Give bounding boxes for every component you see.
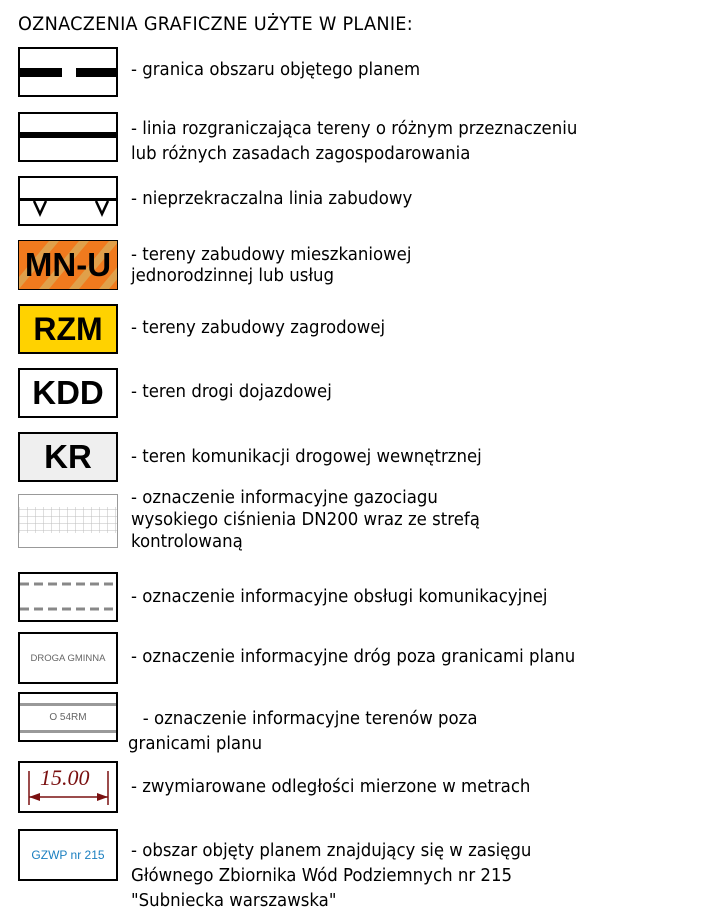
legend-desc-3: - nieprzekraczalna linia zabudowy	[131, 188, 413, 209]
legend-desc-2: - linia rozgraniczająca tereny o różnym przeznaczeniu lub różnych zasadach zagospodarowania	[131, 118, 578, 164]
legend-desc-7: - teren komunikacji drogowej wewnętrznej	[131, 446, 482, 467]
legend-desc-12: - zwymiarowane odległości mierzone w metrach	[131, 776, 531, 797]
kdd-code: KDD	[32, 374, 104, 411]
legend-desc-6: - teren drogi dojazdowej	[131, 381, 332, 402]
dashed-double-line-icon	[20, 574, 116, 620]
gas-pipeline-symbol	[18, 494, 118, 548]
dimension-value: 15.00	[40, 765, 90, 790]
demarcation-line-symbol	[18, 112, 118, 162]
kr-symbol	[18, 432, 118, 482]
building-line-icon	[20, 178, 116, 224]
kdd-symbol	[18, 368, 118, 418]
outer-area-symbol	[18, 692, 118, 742]
rzm-code: RZM	[33, 310, 103, 347]
solid-line-icon	[20, 114, 116, 160]
gzwp-symbol	[18, 829, 118, 881]
municipal-road-label: DROGA GMINNA	[30, 652, 106, 664]
dimension-symbol	[18, 761, 118, 813]
legend-desc-4: - tereny zabudowy mieszkaniowej jednorodzinnej lub usług	[131, 244, 412, 286]
gzwp-label: GZWP nr 215	[31, 848, 105, 862]
building-line-symbol	[18, 176, 118, 226]
legend-desc-9: - oznaczenie informacyjne obsługi komunikacyjnej	[131, 586, 548, 607]
plan-boundary-symbol	[18, 47, 118, 97]
mnu-symbol	[18, 240, 118, 290]
rzm-symbol	[18, 304, 118, 354]
legend-desc-1: - granica obszaru objętego planem	[131, 59, 421, 80]
legend-desc-5: - tereny zabudowy zagrodowej	[131, 317, 386, 338]
legend-title: OZNACZENIA GRAFICZNE UŻYTE W PLANIE:	[18, 13, 413, 35]
legend-desc-10: - oznaczenie informacyjne dróg poza granicami planu	[131, 646, 576, 667]
grid-pattern-icon	[19, 495, 117, 547]
outer-area-label: O 54RM	[49, 711, 87, 723]
legend-desc-8: - oznaczenie informacyjne gazociagu wysokiego ciśnienia DN200 wraz ze strefą kontrolowaną	[131, 487, 480, 552]
road-service-symbol	[18, 572, 118, 622]
legend-desc-11: - oznaczenie informacyjne terenów poza granicami planu	[128, 708, 478, 754]
kr-code: KR	[44, 438, 92, 475]
mnu-code: MN-U	[24, 246, 112, 283]
municipal-road-symbol	[18, 632, 118, 684]
legend-desc-13: - obszar objęty planem znajdujący się w zasięgu Głównego Zbiornika Wód Podziemnych nr 215 "Subniecka warszawska"	[131, 840, 532, 911]
dashed-thick-line-icon	[20, 49, 116, 95]
